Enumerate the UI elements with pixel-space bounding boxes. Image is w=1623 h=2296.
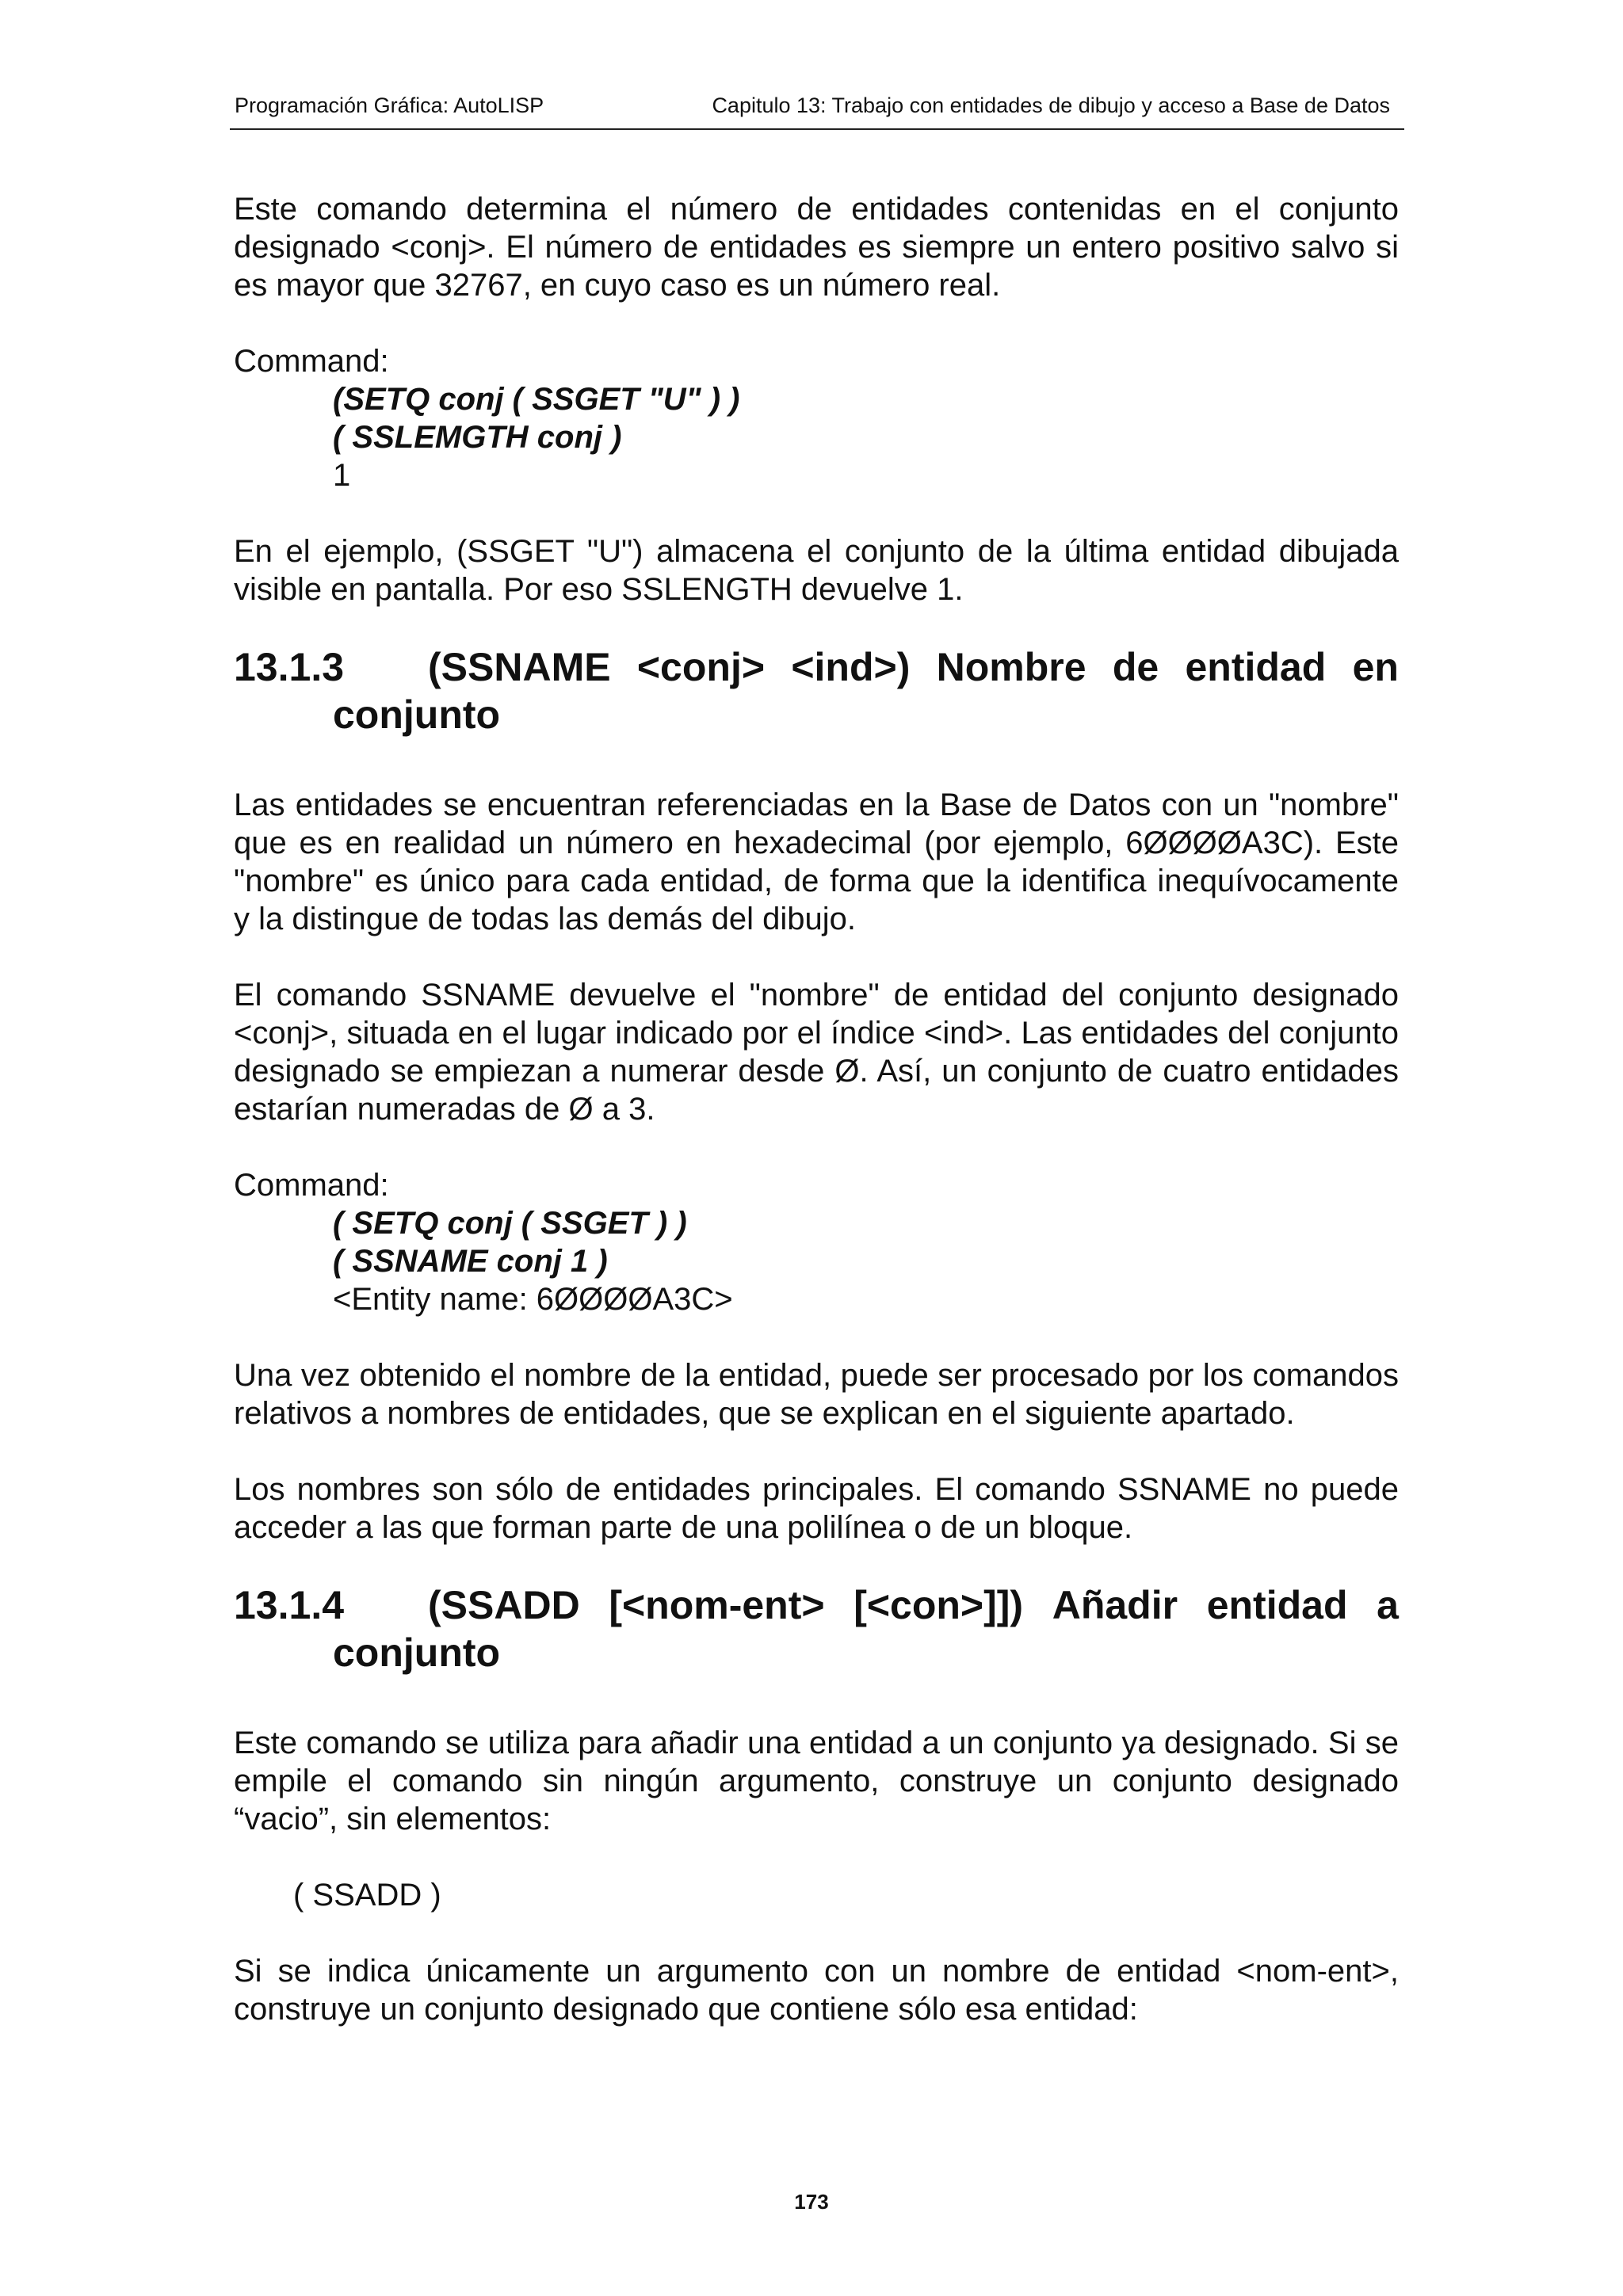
heading-word: Añadir <box>1052 1583 1178 1627</box>
paragraph-entity-names: Las entidades se encuentran referenciadas en la Base de Datos con un "nombre" que es en realidad un número en hexadecimal (por ejemplo, 6ØØØØA3C). Este "nombre" es único para cada entidad, de forma que la identifica inequívocamente y la distingue de todas las demás del dibujo. <box>234 788 1399 936</box>
code-line: ( SETQ conj ( SSGET ) ) <box>333 1206 687 1241</box>
heading-word: [<nom-ent> <box>609 1583 825 1627</box>
page-number: 173 <box>794 2190 829 2214</box>
paragraph-ssadd-description: Este comando se utiliza para añadir una entidad a un conjunto ya designado. Si se empile el comando sin ningún argumento, construye un conjunto designado “vacio”, sin elementos: <box>234 1726 1399 1836</box>
header-book-title: Programación Gráfica: AutoLISP <box>235 93 544 117</box>
paragraph-processing: Una vez obtenido el nombre de la entidad, puede ser procesado por los comandos relativos a nombres de entidades, que se explican en el siguiente apartado. <box>234 1358 1399 1431</box>
heading-word: [<con>]]) <box>854 1583 1024 1627</box>
heading-word: de <box>1112 645 1159 689</box>
heading-word: entidad <box>1206 1583 1348 1627</box>
code-line: (SETQ conj ( SSGET "U" ) ) <box>333 382 740 417</box>
heading-word: a <box>1377 1583 1399 1627</box>
paragraph-main-entities: Los nombres son sólo de entidades principales. El comando SSNAME no puede acceder a las que forman parte de una polilínea o de un bloque. <box>234 1472 1399 1545</box>
code-result: <Entity name: 6ØØØØA3C> <box>333 1282 733 1317</box>
section-heading-ssadd <box>234 1581 1399 1676</box>
paragraph-single-argument: Si se indica únicamente un argumento con un nombre de entidad <nom-ent>, construye un conjunto designado que contiene sólo esa entidad: <box>234 1954 1399 2027</box>
running-header <box>230 93 1404 130</box>
section-number: 13.1.4 <box>234 1583 345 1627</box>
heading-word: <conj> <box>636 645 766 689</box>
heading-word: en <box>1352 645 1399 689</box>
paragraph-ssname-description: El comando SSNAME devuelve el "nombre" de entidad del conjunto designado <conj>, situada en el lugar indicado por el índice <ind>. Las entidades del conjunto designado se empiezan a numerar desde Ø. Así, un conjunto de cuatro entidades estarían numeradas de Ø a 3. <box>234 978 1399 1127</box>
heading-word: (SSNAME <box>428 645 611 689</box>
command-label: Command: <box>234 344 389 379</box>
header-chapter-title: Capitulo 13: Trabajo con entidades de dibujo y acceso a Base de Datos <box>712 93 1390 117</box>
command-label: Command: <box>234 1168 389 1203</box>
paragraph-example-explanation: En el ejemplo, (SSGET "U") almacena el conjunto de la última entidad dibujada visible en pantalla. Por eso SSLENGTH devuelve 1. <box>234 534 1399 607</box>
heading-continuation: conjunto <box>333 692 501 737</box>
code-line: ( SSLEMGTH conj ) <box>333 420 622 455</box>
section-heading-ssname <box>234 643 1399 738</box>
code-line: ( SSADD ) <box>293 1878 441 1913</box>
code-result: 1 <box>333 458 351 493</box>
heading-word: Nombre <box>936 645 1086 689</box>
heading-word: (SSADD <box>428 1583 580 1627</box>
heading-word: entidad <box>1185 645 1327 689</box>
heading-word: <ind>) <box>791 645 911 689</box>
page-content <box>234 190 1399 2028</box>
heading-continuation: conjunto <box>333 1630 501 1675</box>
code-line: ( SSNAME conj 1 ) <box>333 1244 608 1279</box>
section-number: 13.1.3 <box>234 645 345 689</box>
paragraph-sslength-description: Este comando determina el número de entidades contenidas en el conjunto designado <conj>. El número de entidades es siempre un entero positivo salvo si es mayor que 32767, en cuyo caso es un número real. <box>234 192 1399 303</box>
